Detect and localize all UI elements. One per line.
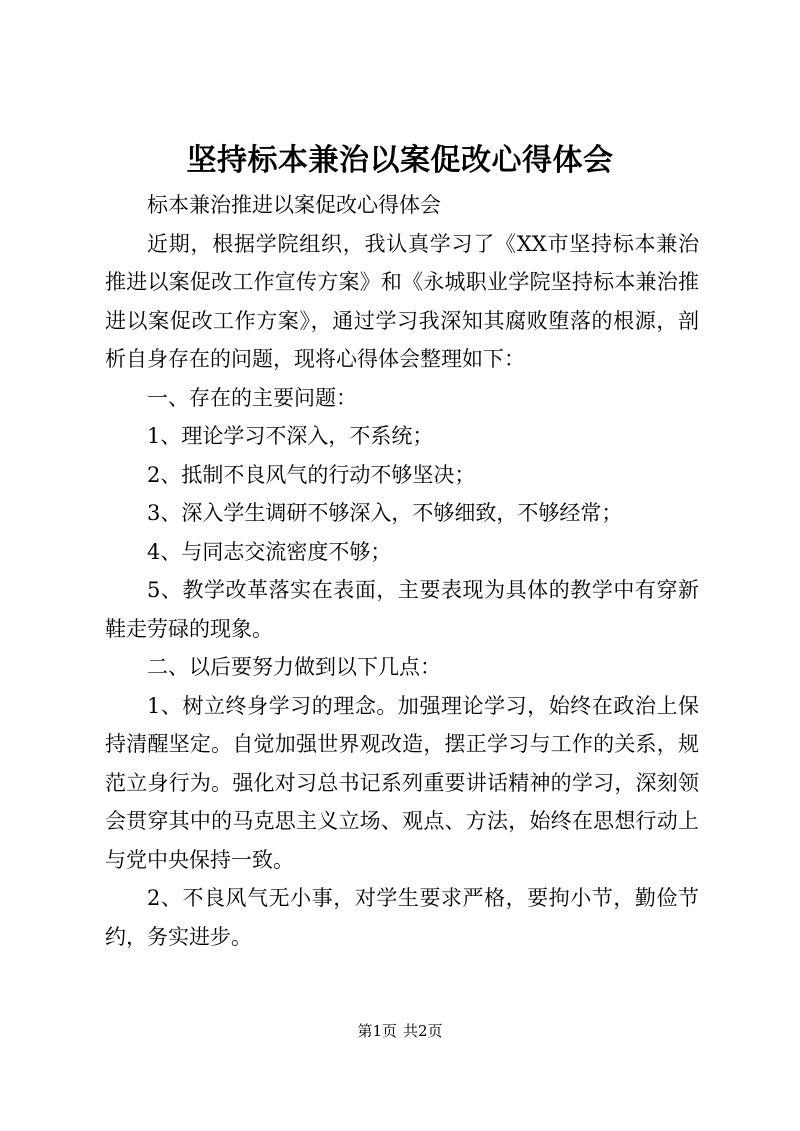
document-body xyxy=(105,186,699,956)
document-title: 坚持标本兼治以案促改心得体会 xyxy=(186,143,614,178)
problem-item-3: 3、深入学生调研不够深入，不够细致，不够经常； xyxy=(147,501,623,525)
page-footer xyxy=(0,1019,800,1043)
page-total: 共2页 xyxy=(403,1022,443,1040)
problem-item-2: 2、抵制不良风气的行动不够坚决； xyxy=(147,462,476,487)
section-heading-problems: 一、存在的主要问题： xyxy=(147,385,357,410)
effort-item-2: 2、不良风气无小事，对学生要求严格，要拘小节，勤俭节约，务实进步。 xyxy=(105,886,699,949)
problem-item-5: 5、教学改革落实在表面，主要表现为具体的教学中有穿新鞋走劳碌的现象。 xyxy=(105,578,699,641)
section-heading-efforts: 二、以后要努力做到以下几点： xyxy=(147,655,441,679)
intro-paragraph: 近期，根据学院组织，我认真学习了《XX市坚持标本兼治推进以案促改工作宣传方案》和《永城职业学院坚持标本兼治推进以案促改工作方案》，通过学习我深知其腐败堕落的根源，剖析自身存在的问题，现将心得体会整理如下： xyxy=(105,231,699,371)
problem-item-4: 4、与同志交流密度不够； xyxy=(147,539,392,564)
effort-item-1: 1、树立终身学习的理念。加强理论学习，始终在政治上保持清醒坚定。自觉加强世界观改造，摆正学习与工作的关系，规范立身行为。强化对习总书记系列重要讲话精神的学习，深刻领会贯穿其中的马克思主义立场、观点、方法，始终在思想行动上与党中央保持一致。 xyxy=(105,693,699,872)
subtitle-paragraph: 标本兼治推进以案促改心得体会 xyxy=(147,193,441,217)
page-number: 第1页 xyxy=(357,1022,397,1040)
problem-item-1: 1、理论学习不深入，不系统； xyxy=(147,424,434,448)
